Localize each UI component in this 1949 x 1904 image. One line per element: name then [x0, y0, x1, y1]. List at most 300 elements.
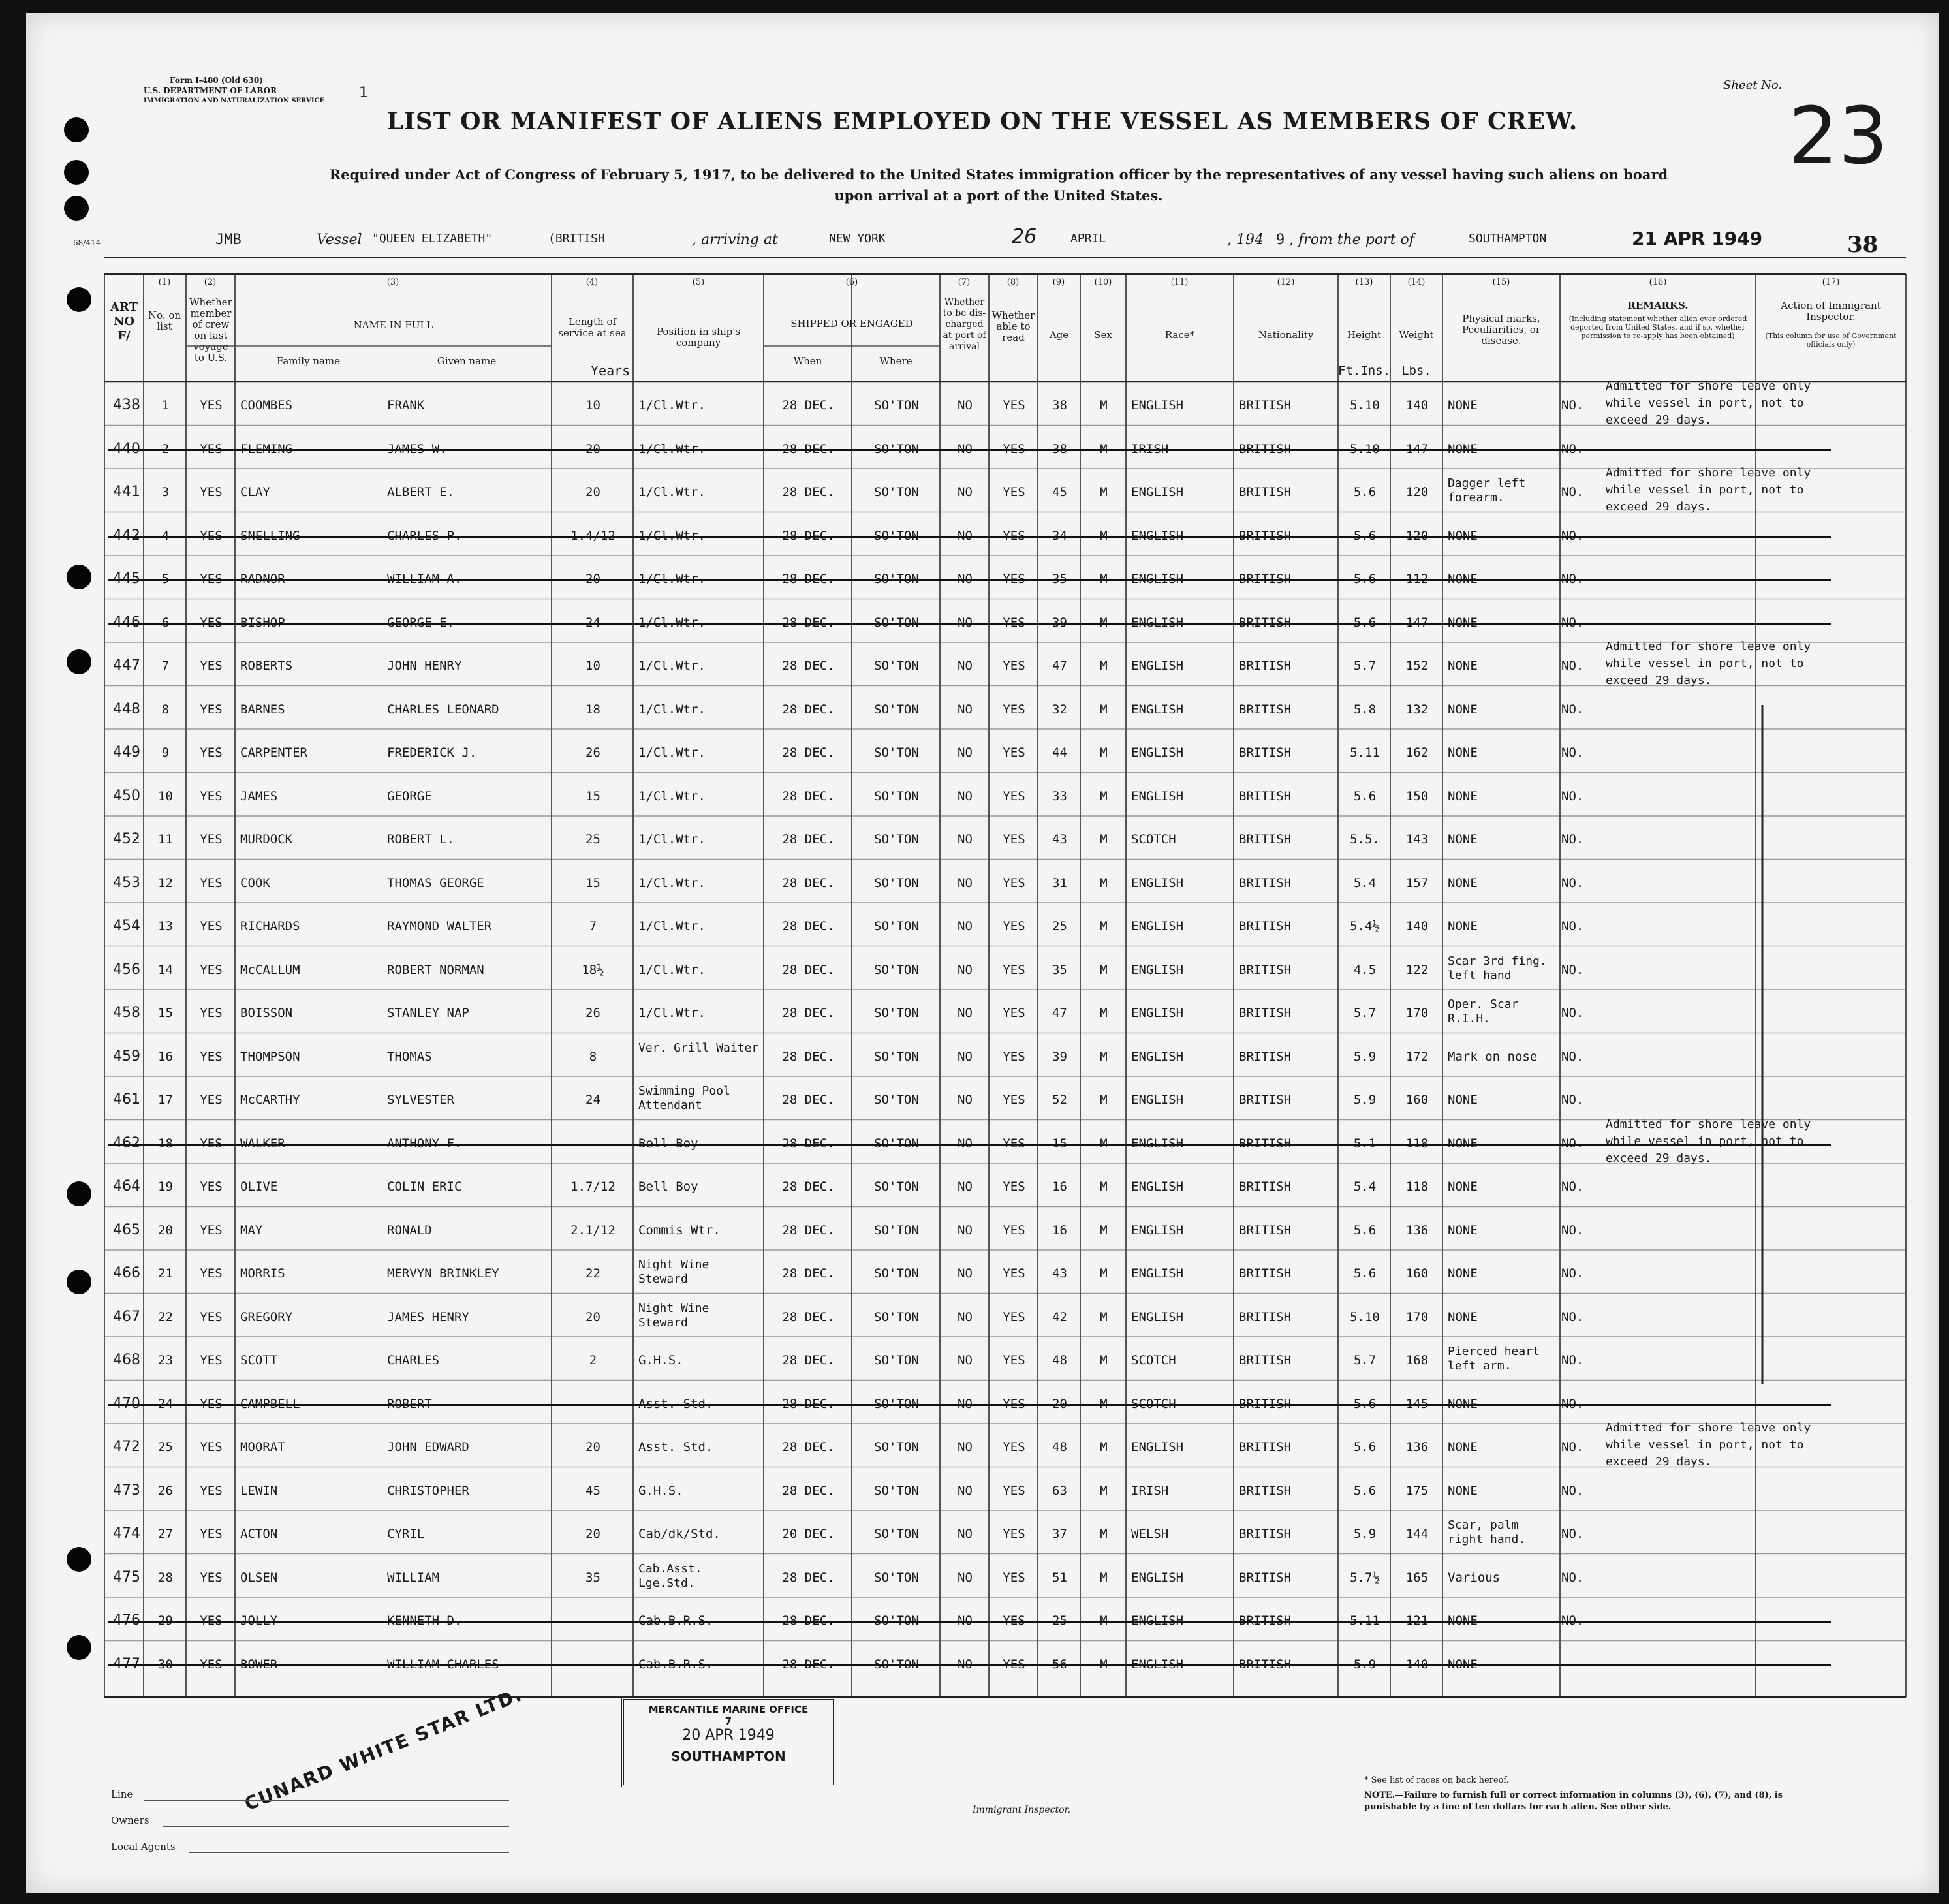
- cell-nat: BRITISH: [1239, 788, 1292, 804]
- cell-age: 16: [1052, 1223, 1067, 1238]
- cell-given: COLIN ERIC: [387, 1179, 462, 1194]
- cell-last: YES: [200, 1570, 223, 1585]
- cell-marks: NONE: [1448, 1483, 1478, 1498]
- cell-family: BOISSON: [240, 1006, 293, 1020]
- cell-when: 28 DEC.: [782, 832, 835, 847]
- cell-disch: NO: [958, 1093, 973, 1107]
- cell-age: 32: [1052, 702, 1067, 717]
- cell-marks: NONE: [1448, 1309, 1478, 1324]
- binder-hole-3: [64, 196, 89, 221]
- cell-when: 28 DEC.: [782, 659, 835, 673]
- cell-age: 39: [1052, 1049, 1067, 1064]
- cell-where: SO'TON: [874, 1570, 919, 1585]
- strike-through-line: [108, 449, 1831, 451]
- cell-family: CLAY: [240, 485, 270, 499]
- mercantile-marine-stamp: [621, 1697, 835, 1787]
- cell-given: FRANK: [387, 398, 425, 413]
- cell-sex: M: [1100, 1266, 1108, 1281]
- cell-weight: 120: [1405, 485, 1429, 499]
- vessel-label: Vessel: [317, 232, 362, 248]
- department: U.S. DEPARTMENT OF LABOR: [144, 86, 277, 95]
- line-rule: [144, 1800, 509, 1801]
- header-able-to-read: Whether able to read: [991, 309, 1035, 343]
- cell-when: 28 DEC.: [782, 1353, 835, 1367]
- cell-height: 5.9: [1353, 1049, 1377, 1064]
- cell-disch: NO: [958, 788, 973, 804]
- cell-given: SYLVESTER: [387, 1093, 454, 1107]
- cell-marks: Pierced heart left arm.: [1448, 1345, 1540, 1373]
- arriving-label: , arriving at: [692, 232, 778, 248]
- shore-leave-remark: Admitted for shore leave only while vessel in port, not to exceed 29 days.: [1606, 1117, 1811, 1165]
- cell-sex: M: [1100, 1353, 1108, 1367]
- cell-read: YES: [1003, 1353, 1025, 1367]
- cell-given: ALBERT E.: [387, 485, 454, 499]
- cell-sex: M: [1100, 1223, 1108, 1238]
- cell-where: SO'TON: [874, 832, 919, 847]
- cell-position: 1/Cl.Wtr.: [638, 485, 706, 499]
- cell-disch: NO: [958, 832, 973, 847]
- cell-no: 15: [158, 1006, 173, 1020]
- cell-race: ENGLISH: [1131, 1049, 1184, 1064]
- header-shipped-engaged: SHIPPED OR ENGAGED: [790, 318, 913, 330]
- cell-read: YES: [1003, 398, 1025, 413]
- cell-height: 5.5.: [1350, 832, 1380, 847]
- column-number: (5): [692, 277, 705, 287]
- cell-given: RONALD: [387, 1223, 432, 1238]
- cell-no: 7: [161, 659, 170, 673]
- cell-race: IRISH: [1131, 1483, 1169, 1498]
- cell-last: YES: [200, 745, 223, 760]
- cell-remark-no: NO.: [1561, 832, 1584, 847]
- cell-where: SO'TON: [874, 1093, 919, 1107]
- cell-art: 447: [113, 657, 140, 674]
- cell-height: 5.4: [1353, 875, 1377, 890]
- cell-weight: 143: [1405, 832, 1429, 847]
- cell-when: 28 DEC.: [782, 1093, 835, 1107]
- departure-port: SOUTHAMPTON: [1469, 232, 1547, 245]
- cell-no: 21: [158, 1266, 173, 1281]
- cell-sex: M: [1100, 832, 1108, 847]
- cell-read: YES: [1003, 919, 1025, 933]
- cell-family: OLIVE: [240, 1179, 278, 1194]
- owners-rule: [163, 1826, 509, 1827]
- cell-service: 18: [585, 702, 600, 717]
- cell-disch: NO: [958, 659, 973, 673]
- cell-weight: 140: [1405, 398, 1429, 413]
- cell-service: 10: [585, 659, 600, 673]
- cell-art: 466: [113, 1265, 140, 1281]
- cell-art: 454: [113, 918, 140, 934]
- cell-weight: 172: [1405, 1049, 1429, 1064]
- cell-when: 28 DEC.: [782, 962, 835, 977]
- cell-position: 1/Cl.Wtr.: [638, 659, 706, 673]
- cell-where: SO'TON: [874, 1266, 919, 1281]
- agents-rule: [189, 1852, 509, 1853]
- cell-height: 5.6: [1353, 1266, 1377, 1281]
- cell-no: 19: [158, 1179, 173, 1194]
- cell-last: YES: [200, 1483, 223, 1498]
- cell-race: ENGLISH: [1131, 875, 1184, 890]
- cell-marks: NONE: [1448, 398, 1478, 413]
- cell-remark-no: NO.: [1561, 1266, 1584, 1281]
- cell-where: SO'TON: [874, 1353, 919, 1367]
- cell-race: ENGLISH: [1131, 1006, 1184, 1020]
- table-row: [26, 773, 1939, 817]
- cell-read: YES: [1003, 1440, 1025, 1454]
- cell-last: YES: [200, 1006, 223, 1020]
- cell-sex: M: [1100, 1093, 1108, 1107]
- cell-height: 5.6: [1353, 1483, 1377, 1498]
- cell-no: 28: [158, 1570, 173, 1585]
- cell-given: ROBERT NORMAN: [387, 962, 484, 977]
- cell-last: YES: [200, 1223, 223, 1238]
- table-row: [26, 1641, 1939, 1685]
- cell-position: 1/Cl.Wtr.: [638, 788, 706, 804]
- cell-no: 10: [158, 788, 173, 804]
- table-row: [26, 903, 1939, 946]
- cell-art: 473: [113, 1482, 140, 1499]
- cell-family: JAMES: [240, 788, 278, 804]
- cell-nat: BRITISH: [1239, 1049, 1292, 1064]
- cell-given: WILLIAM: [387, 1570, 440, 1585]
- cell-marks: NONE: [1448, 919, 1478, 933]
- cell-position: Swimming Pool Attendant: [638, 1084, 730, 1112]
- cell-sex: M: [1100, 398, 1108, 413]
- cell-no: 27: [158, 1527, 173, 1541]
- header-given-name: Given name: [437, 355, 497, 367]
- cell-age: 37: [1052, 1527, 1067, 1541]
- cell-position: 1/Cl.Wtr.: [638, 962, 706, 977]
- cell-sex: M: [1100, 702, 1108, 717]
- cell-nat: BRITISH: [1239, 1309, 1292, 1324]
- races-note: * See list of races on back hereof.: [1364, 1775, 1509, 1785]
- inspector-label: Immigrant Inspector.: [973, 1805, 1071, 1815]
- table-row: [26, 426, 1939, 469]
- cell-weight: 132: [1405, 702, 1429, 717]
- voyage-line: [104, 225, 1932, 258]
- cell-nat: BRITISH: [1239, 659, 1292, 673]
- cell-race: ENGLISH: [1131, 1570, 1184, 1585]
- cell-height: 5.7: [1353, 1006, 1377, 1020]
- cell-family: ACTON: [240, 1527, 278, 1541]
- strike-through-line: [108, 1404, 1831, 1406]
- cell-disch: NO: [958, 1179, 973, 1194]
- cell-no: 26: [158, 1483, 173, 1498]
- cell-weight: 136: [1405, 1223, 1429, 1238]
- cell-read: YES: [1003, 1483, 1025, 1498]
- cell-no: 8: [161, 702, 170, 717]
- cell-last: YES: [200, 919, 223, 933]
- header-art-no: ART NO F/: [110, 300, 138, 343]
- cell-weight: 118: [1405, 1179, 1429, 1194]
- cell-age: 51: [1052, 1570, 1067, 1585]
- strike-through-line: [108, 623, 1831, 625]
- cell-weight: 157: [1405, 875, 1429, 890]
- cell-no: 17: [158, 1093, 173, 1107]
- cell-age: 48: [1052, 1440, 1067, 1454]
- cell-nat: BRITISH: [1239, 1440, 1292, 1454]
- cell-no: 11: [158, 832, 173, 847]
- cell-height: 5.6: [1353, 485, 1377, 499]
- header-remarks: REMARKS.: [1627, 300, 1689, 311]
- cell-position: 1/Cl.Wtr.: [638, 398, 706, 413]
- cell-marks: NONE: [1448, 1266, 1478, 1281]
- cell-service: 2.1/12: [570, 1223, 616, 1238]
- cell-given: CHARLES LEONARD: [387, 702, 499, 717]
- cell-nat: BRITISH: [1239, 1570, 1292, 1585]
- column-number: (4): [585, 277, 599, 287]
- cell-art: 449: [113, 744, 140, 760]
- cell-read: YES: [1003, 832, 1025, 847]
- vessel-flag: (BRITISH: [548, 232, 605, 245]
- cell-no: 23: [158, 1353, 173, 1367]
- cell-no: 13: [158, 919, 173, 933]
- cell-last: YES: [200, 1266, 223, 1281]
- cell-service: 10: [585, 398, 600, 413]
- cell-when: 28 DEC.: [782, 1006, 835, 1020]
- cell-position: 1/Cl.Wtr.: [638, 1006, 706, 1020]
- header-name-in-full: NAME IN FULL: [353, 319, 433, 331]
- fine-note: NOTE.—Failure to furnish full or correct information in columns (3), (6), (7), and (8), is punishable by a fine of ten dollars for each alien. See other side.: [1364, 1790, 1783, 1812]
- cell-position: Night Wine Steward: [638, 1301, 709, 1330]
- table-row: [26, 1163, 1939, 1207]
- cell-art: 458: [113, 1005, 140, 1021]
- table-row: [26, 1597, 1939, 1641]
- cell-nat: BRITISH: [1239, 962, 1292, 977]
- cell-height: 5.7½: [1350, 1570, 1380, 1585]
- cell-where: SO'TON: [874, 702, 919, 717]
- cell-marks: NONE: [1448, 745, 1478, 760]
- cell-art: 475: [113, 1568, 140, 1585]
- cell-position: G.H.S.: [638, 1353, 683, 1367]
- strike-through-line: [108, 1144, 1831, 1146]
- cell-nat: BRITISH: [1239, 485, 1292, 499]
- cell-age: 47: [1052, 659, 1067, 673]
- cell-nat: BRITISH: [1239, 832, 1292, 847]
- cell-remark-no: NO.: [1561, 1179, 1584, 1194]
- column-number: (8): [1006, 277, 1020, 287]
- cell-nat: BRITISH: [1239, 702, 1292, 717]
- cell-given: GEORGE: [387, 788, 432, 804]
- cell-art: 450: [113, 787, 140, 804]
- cell-disch: NO: [958, 962, 973, 977]
- cell-height: 5.6: [1353, 1223, 1377, 1238]
- column-number: (3): [386, 277, 399, 287]
- cell-position: 1/Cl.Wtr.: [638, 832, 706, 847]
- cell-disch: NO: [958, 1353, 973, 1367]
- cell-disch: NO: [958, 398, 973, 413]
- cell-height: 5.7: [1353, 1353, 1377, 1367]
- column-number: (1): [158, 277, 171, 287]
- cell-art: 468: [113, 1352, 140, 1368]
- header-race: Race*: [1164, 329, 1195, 341]
- header-sex: Sex: [1094, 329, 1112, 341]
- cell-service: 20: [585, 1527, 600, 1541]
- cell-remark-no: NO.: [1561, 1570, 1584, 1585]
- cell-where: SO'TON: [874, 788, 919, 804]
- cell-sex: M: [1100, 659, 1108, 673]
- cell-service: 22: [585, 1266, 600, 1281]
- header-remarks-sub: (Including statement whether alien ever ordered deported from United States, and if so, whether permission to re-apply has been obtained): [1568, 315, 1747, 340]
- cell-service: 18½: [582, 962, 604, 977]
- cell-read: YES: [1003, 1266, 1025, 1281]
- header-weight: Weight: [1399, 329, 1434, 341]
- cell-race: ENGLISH: [1131, 1179, 1184, 1194]
- cell-read: YES: [1003, 1093, 1025, 1107]
- cell-position: Bell Boy: [638, 1179, 698, 1194]
- cell-given: FREDERICK J.: [387, 745, 477, 760]
- cell-art: 474: [113, 1525, 140, 1542]
- page-subtitle: [287, 164, 1710, 206]
- cell-position: Night Wine Steward: [638, 1258, 709, 1286]
- header-height: Height: [1347, 329, 1382, 341]
- header-family-name: Family name: [276, 355, 341, 367]
- cell-art: 438: [113, 397, 140, 413]
- cell-remark-no: NO.: [1561, 659, 1584, 673]
- cell-marks: NONE: [1448, 875, 1478, 890]
- cell-family: THOMPSON: [240, 1049, 300, 1064]
- cell-nat: BRITISH: [1239, 875, 1292, 890]
- cell-nat: BRITISH: [1239, 919, 1292, 933]
- cell-when: 28 DEC.: [782, 788, 835, 804]
- cell-family: GREGORY: [240, 1309, 293, 1324]
- cell-read: YES: [1003, 659, 1025, 673]
- cell-height: 4.5: [1353, 962, 1377, 977]
- column-number: (13): [1355, 277, 1373, 287]
- cell-last: YES: [200, 1049, 223, 1064]
- cell-no: 22: [158, 1309, 173, 1324]
- binder-hole-4: [67, 287, 91, 312]
- cell-where: SO'TON: [874, 1049, 919, 1064]
- cell-service: 26: [585, 1006, 600, 1020]
- subtitle-line-2: upon arrival at a port of the United States.: [834, 187, 1163, 204]
- column-number: (2): [204, 277, 217, 287]
- strike-through-line: [108, 579, 1831, 581]
- table-row: [26, 1076, 1939, 1120]
- table-row: [26, 1467, 1939, 1511]
- cell-where: SO'TON: [874, 485, 919, 499]
- column-number: (14): [1407, 277, 1426, 287]
- cell-family: RICHARDS: [240, 919, 300, 933]
- cell-family: McCARTHY: [240, 1093, 300, 1107]
- shore-leave-remark: Admitted for shore leave only while vessel in port, not to exceed 29 days.: [1606, 379, 1811, 427]
- shore-leave-remark: Admitted for shore leave only while vessel in port, not to exceed 29 days.: [1606, 466, 1811, 514]
- cell-age: 47: [1052, 1006, 1067, 1020]
- cell-disch: NO: [958, 1309, 973, 1324]
- header-last-voyage: Whether member of crew on last voyage to U.S.: [189, 296, 232, 364]
- cell-given: ROBERT L.: [387, 832, 454, 847]
- page-number: 38: [1847, 232, 1879, 258]
- cell-height: 5.4½: [1350, 919, 1380, 933]
- cell-weight: 152: [1405, 659, 1429, 673]
- cell-family: MURDOCK: [240, 832, 293, 847]
- cell-given: JOHN HENRY: [387, 659, 462, 673]
- cell-service: 45: [585, 1483, 600, 1498]
- year-label: , 194: [1227, 232, 1264, 248]
- cell-marks: NONE: [1448, 1223, 1478, 1238]
- cell-race: ENGLISH: [1131, 1093, 1184, 1107]
- cell-height: 5.9: [1353, 1093, 1377, 1107]
- cell-disch: NO: [958, 919, 973, 933]
- cell-family: MORRIS: [240, 1266, 285, 1281]
- cell-where: SO'TON: [874, 1309, 919, 1324]
- cell-last: YES: [200, 398, 223, 413]
- cell-art: 465: [113, 1221, 140, 1238]
- cell-service: 15: [585, 788, 600, 804]
- column-number: (17): [1822, 277, 1840, 287]
- cell-read: YES: [1003, 962, 1025, 977]
- cell-read: YES: [1003, 1179, 1025, 1194]
- cell-weight: 170: [1405, 1006, 1429, 1020]
- cell-remark-no: NO.: [1561, 485, 1584, 499]
- cell-race: ENGLISH: [1131, 788, 1184, 804]
- cell-marks: NONE: [1448, 1093, 1478, 1107]
- cell-marks: NONE: [1448, 832, 1478, 847]
- table-row: [26, 1510, 1939, 1554]
- cell-read: YES: [1003, 1006, 1025, 1020]
- cell-position: G.H.S.: [638, 1483, 683, 1498]
- cell-age: 52: [1052, 1093, 1067, 1107]
- cell-last: YES: [200, 1527, 223, 1541]
- cell-sex: M: [1100, 962, 1108, 977]
- table-row: [26, 1337, 1939, 1381]
- cell-weight: 150: [1405, 788, 1429, 804]
- cell-read: YES: [1003, 702, 1025, 717]
- cell-service: 24: [585, 1093, 600, 1107]
- cell-marks: NONE: [1448, 788, 1478, 804]
- cell-read: YES: [1003, 1309, 1025, 1324]
- cell-weight: 168: [1405, 1353, 1429, 1367]
- table-row: [26, 1294, 1939, 1337]
- cell-position: Asst. Std.: [638, 1440, 713, 1454]
- cell-marks: Mark on nose: [1448, 1049, 1538, 1064]
- cell-weight: 140: [1405, 919, 1429, 933]
- cell-art: 461: [113, 1091, 140, 1108]
- header-length-service: Length of service at sea: [558, 316, 627, 339]
- cell-weight: 162: [1405, 745, 1429, 760]
- date-stamp: 21 APR 1949: [1632, 228, 1763, 249]
- cell-read: YES: [1003, 1570, 1025, 1585]
- cell-race: ENGLISH: [1131, 398, 1184, 413]
- table-row: [26, 1250, 1939, 1294]
- cell-weight: 160: [1405, 1266, 1429, 1281]
- cell-disch: NO: [958, 745, 973, 760]
- column-number: (10): [1094, 277, 1112, 287]
- cell-family: MAY: [240, 1223, 263, 1238]
- header-length-years: Years: [591, 363, 631, 379]
- cell-weight: 165: [1405, 1570, 1429, 1585]
- cell-family: ROBERTS: [240, 659, 293, 673]
- cell-disch: NO: [958, 1527, 973, 1541]
- cell-weight: 136: [1405, 1440, 1429, 1454]
- header-physical-marks: Physical marks, Peculiarities, or disease.: [1462, 313, 1540, 347]
- cell-no: 9: [161, 745, 170, 760]
- cell-read: YES: [1003, 745, 1025, 760]
- cell-last: YES: [200, 659, 223, 673]
- cell-service: 20: [585, 485, 600, 499]
- cell-no: 25: [158, 1440, 173, 1454]
- strike-through-line: [108, 1621, 1831, 1623]
- cell-last: YES: [200, 788, 223, 804]
- cell-read: YES: [1003, 1049, 1025, 1064]
- cell-when: 28 DEC.: [782, 702, 835, 717]
- arrival-month: APRIL: [1070, 232, 1106, 245]
- table-row: [26, 555, 1939, 599]
- cell-race: ENGLISH: [1131, 1440, 1184, 1454]
- cell-last: YES: [200, 1440, 223, 1454]
- form-mark: 1: [359, 85, 368, 101]
- cell-nat: BRITISH: [1239, 1527, 1292, 1541]
